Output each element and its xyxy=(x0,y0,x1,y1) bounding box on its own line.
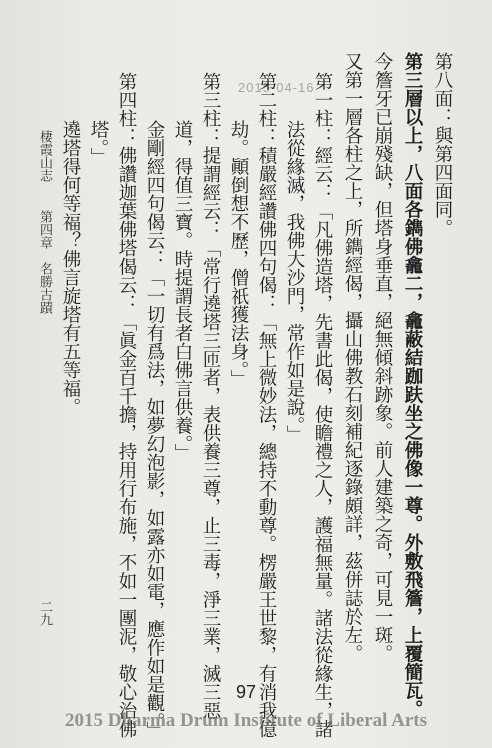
running-header-book: 棲霞山志 xyxy=(37,130,52,182)
watermark-date: 2015-04-16 xyxy=(238,80,315,95)
text-column-8: 劫。顚倒想不歷，僧祇獲法身。」 xyxy=(228,120,249,389)
folio-number: 二九 xyxy=(37,600,52,626)
text-column-2: 第三層以上，八面各鐫佛龕二，龕蔽結跏趺坐之佛像一尊。外敷飛簷，上覆簡瓦。 xyxy=(402,52,423,718)
text-column-13: 塔。」 xyxy=(88,120,109,167)
text-column-5: 第一柱：經云：「凡佛造塔，先書此偈，使瞻禮之人，護福無量。諸法從緣生，諸 xyxy=(312,72,333,738)
running-header-chapter: 第四章 xyxy=(37,210,52,249)
text-column-12: 第四柱：佛讚迦葉佛塔偈云：「眞金百千擔，持用行布施，不如一團泥，敬心治佛 xyxy=(116,72,137,738)
watermark-institution: 2015 Dharma Drum Institute of Liberal Arts xyxy=(64,710,428,731)
text-column-11: 金剛經四句偈云：「一切有爲法，如夢幻泡影，如露亦如電，應作如是觀。」 xyxy=(144,120,165,740)
text-column-7: 第二柱：積嚴經讚佛四句偈：「無上微妙法，總持不動尊。楞嚴王世黎，有消我億 xyxy=(256,72,277,738)
text-column-4: 又第一層各柱之上，所鐫經偈，攝山佛教石刻補紀逐錄頗詳，茲併誌於左。 xyxy=(342,52,363,663)
running-header-section: 名勝古蹟 xyxy=(37,262,52,314)
text-column-14: 遶塔得何等福？佛言旋塔有五等福。 xyxy=(60,120,81,416)
text-column-9: 第三柱：提謂經云：「常行遶塔三匝者，表供養三尊，止三毒，淨三業，滅三惡 xyxy=(200,72,221,720)
text-column-6: 法從緣滅，我佛大沙門，常作如是說。」 xyxy=(284,120,305,444)
text-column-10: 道，得值三寶。時提謂長者白佛言供養。」 xyxy=(172,120,193,463)
text-column-3: 今簷牙已崩殘缺，但塔身垂直，絕無傾斜跡象。前人建築之奇，可見一斑。 xyxy=(372,52,393,663)
page-number: 97 xyxy=(235,682,257,702)
text-column-1: 第八面：與第四面同。 xyxy=(432,52,453,237)
